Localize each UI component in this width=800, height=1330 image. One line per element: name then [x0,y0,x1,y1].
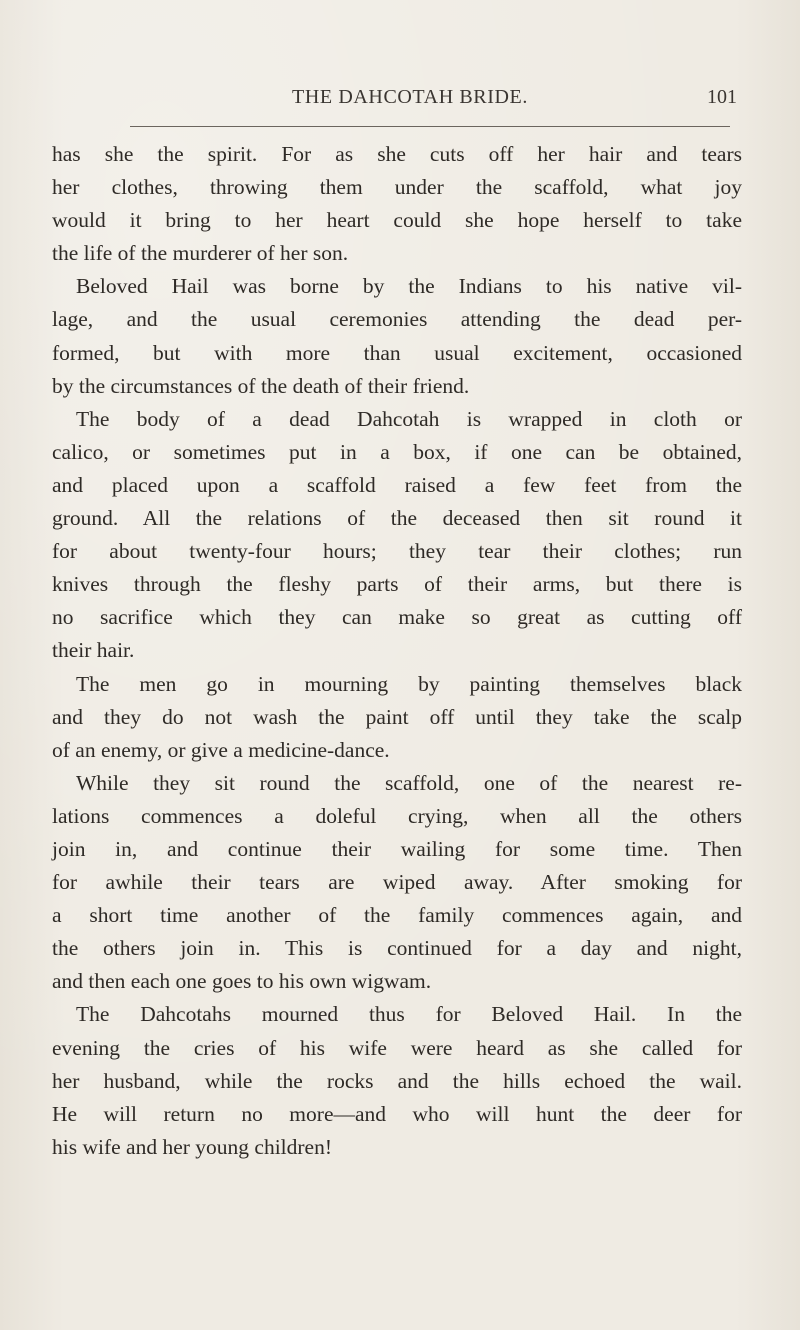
text-line: The men go in mourning by painting themselves black [76,671,742,696]
text-line: no sacrifice which they can make so great as cutting off [52,605,742,630]
header-rule [130,126,730,127]
text-line: knives through the fleshy parts of their arms, but there is [52,572,742,597]
text-line: He will return no more—and who will hunt the deer for [52,1101,742,1126]
running-title: THE DAHCOTAH BRIDE. [292,86,528,108]
text-line: the others join in. This is continued for a day and night, [52,936,742,961]
text-line: and they do not wash the paint off until they take the scalp [52,704,742,729]
text-line: ground. All the relations of the deceased then sit round it [52,506,742,531]
text-line: of an enemy, or give a medicine-dance. [52,737,390,762]
text-line: her clothes, throwing them under the scaffold, what joy [52,175,742,200]
text-line: lations commences a doleful crying, when all the others [52,803,742,828]
text-line: for awhile their tears are wiped away. After smoking for [52,870,742,895]
page-number: 101 [707,86,737,108]
body-text [52,138,742,1164]
text-line: for about twenty-four hours; they tear their clothes; run [52,539,742,564]
text-line: a short time another of the family commences again, and [52,903,742,928]
text-line: lage, and the usual ceremonies attending the dead per- [52,307,742,332]
text-line: evening the cries of his wife were heard as she called for [52,1035,742,1060]
text-line: the life of the murderer of her son. [52,241,349,266]
text-line: and then each one goes to his own wigwam. [52,969,432,994]
text-line: Beloved Hail was borne by the Indians to his native vil- [76,274,742,299]
text-line: their hair. [52,638,135,663]
text-line: While they sit round the scaffold, one of the nearest re- [76,770,742,795]
text-line: his wife and her young children! [52,1134,333,1159]
text-line: The body of a dead Dahcotah is wrapped in cloth or [76,406,742,431]
text-line: calico, or sometimes put in a box, if one can be obtained, [52,439,742,464]
text-line: would it bring to her heart could she hope herself to take [52,208,742,233]
text-line: The Dahcotahs mourned thus for Beloved Hail. In the [76,1002,742,1027]
text-line: join in, and continue their wailing for some time. Then [52,836,742,861]
text-line: and placed upon a scaffold raised a few feet from the [52,472,742,497]
text-line: has she the spirit. For as she cuts off her hair and tears [52,142,742,166]
text-line: formed, but with more than usual excitement, occasioned [52,340,742,365]
running-head [130,86,755,116]
text-line: by the circumstances of the death of their friend. [52,373,470,398]
text-line: her husband, while the rocks and the hills echoed the wail. [52,1068,742,1093]
